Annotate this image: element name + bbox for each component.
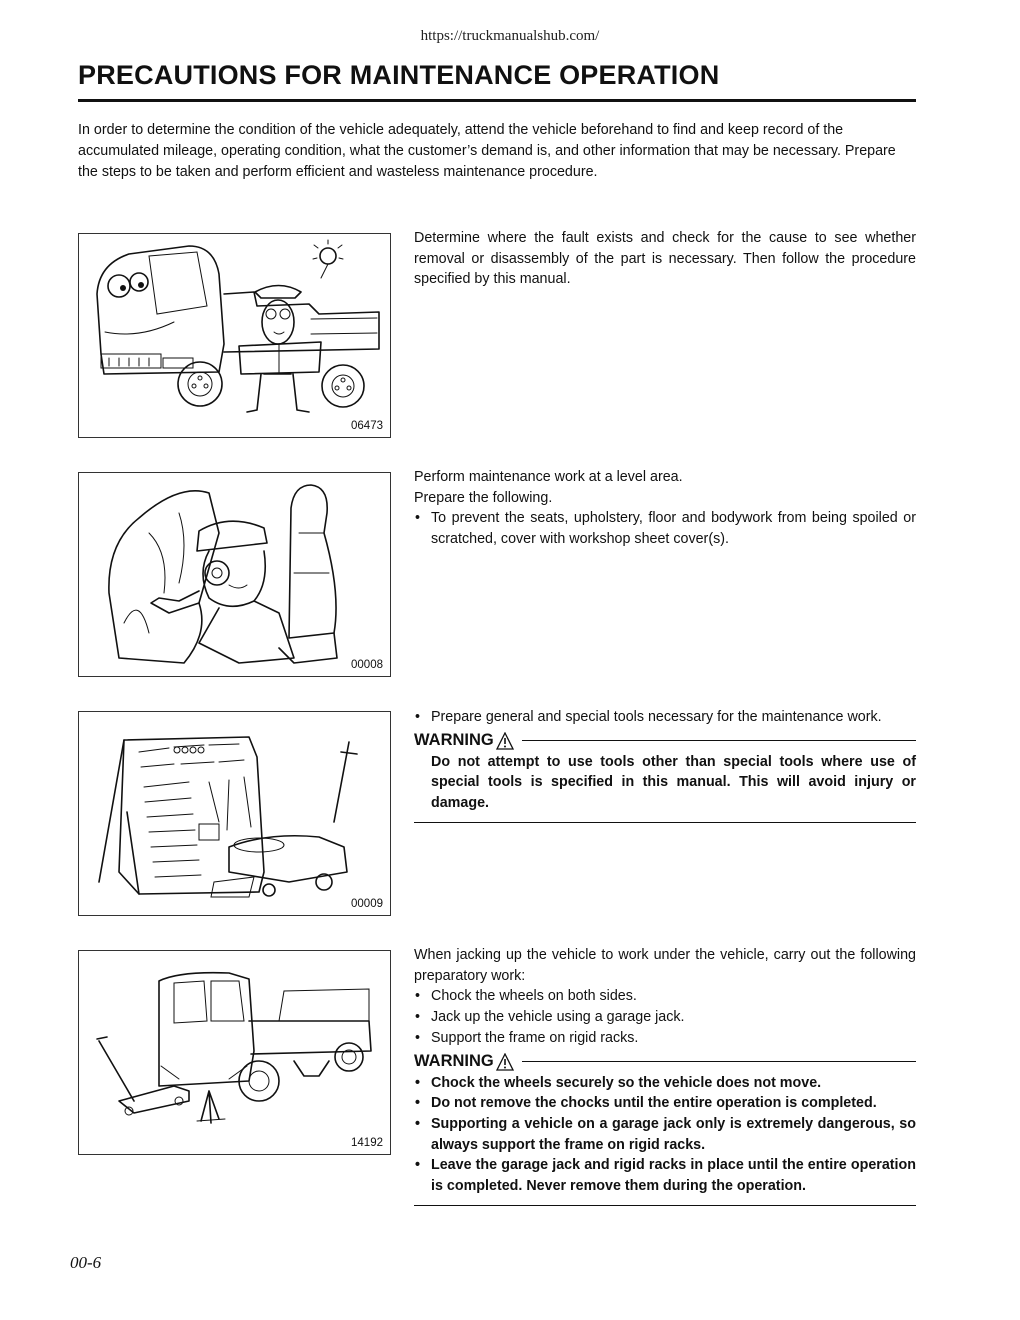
- warning-item-text: Supporting a vehicle on a garage jack only is extremely dangerous, so always support the frame on rigid racks.: [431, 1115, 916, 1153]
- section-2-text: [414, 467, 916, 550]
- warning-label: WARNING: [414, 731, 494, 750]
- figure-code: 14192: [351, 1137, 383, 1149]
- bullet-item: [414, 1028, 916, 1049]
- warning-label: WARNING: [414, 1052, 494, 1071]
- bullet-text: Prepare general and special tools necessary for the maintenance work.: [431, 709, 882, 725]
- bullet-marker: •: [415, 1115, 421, 1132]
- warning-end-rule: [414, 822, 916, 823]
- warning-end-rule: [414, 1205, 916, 1206]
- figure-tools: [78, 711, 391, 916]
- warning-item: [414, 1093, 916, 1114]
- bullet-marker: •: [415, 1029, 421, 1046]
- intro-paragraph: In order to determine the condition of the vehicle adequately, attend the vehicle beforehand to find and keep record of the accumulated mileage, operating condition, what the customer’s demand is, and other information that may be necessary. Prepare the steps to be taken and perform efficient and wasteless maintenance procedure.: [78, 122, 896, 180]
- page-number: 00-6: [70, 1253, 102, 1272]
- warning-rule: [522, 740, 916, 741]
- figure-jack-racks: [78, 950, 391, 1155]
- bullet-marker: •: [415, 510, 421, 527]
- section-3-text: [414, 707, 916, 823]
- figure-code: 00008: [351, 659, 383, 671]
- bullet-marker: •: [415, 709, 421, 725]
- bullet-item: [414, 1007, 916, 1028]
- section-1-text: [414, 228, 916, 290]
- source-url[interactable]: https://truckmanualshub.com/: [420, 28, 600, 44]
- warning-text: Do not attempt to use tools other than special tools where use of special tools is specified in this manual. This will avoid injury or damage.: [431, 753, 916, 812]
- bullet-text: Chock the wheels on both sides.: [431, 988, 637, 1005]
- bullet-text: Support the frame on rigid racks.: [431, 1029, 639, 1046]
- truck-on-garage-jack-and-rigid-racks-illustration: [79, 951, 390, 1154]
- paragraph: Determine where the fault exists and check for the cause to see whether removal or disassembly of the part is necessary. Then follow the procedure specified by this manual.: [414, 230, 916, 288]
- bullet-marker: •: [415, 1095, 421, 1112]
- figure-seat-cover: [78, 472, 391, 677]
- tool-board-and-garage-jack-illustration: [79, 712, 390, 915]
- figure-code: 06473: [351, 420, 383, 432]
- warning-heading: [414, 730, 916, 752]
- seat-cover-illustration: [79, 473, 390, 676]
- bullet-text: To prevent the seats, upholstery, floor and bodywork from being spoiled or scratched, cover with workshop sheet cover(s).: [431, 510, 916, 548]
- bullet-text: Jack up the vehicle using a garage jack.: [431, 1009, 685, 1026]
- warning-item-text: Leave the garage jack and rigid racks in place until the entire operation is completed. Never remove them during the operation.: [431, 1157, 916, 1195]
- figure-code: 00009: [351, 898, 383, 910]
- warning-item-text: Do not remove the chocks until the entire operation is completed.: [431, 1095, 877, 1112]
- warning-list: [414, 1073, 916, 1197]
- mechanic-reading-manual-at-truck-illustration: [79, 234, 390, 437]
- bullet-item: [414, 508, 916, 549]
- bullet-marker: •: [415, 1074, 421, 1091]
- section-4-text: [414, 945, 916, 1206]
- warning-heading: [414, 1051, 916, 1073]
- warning-item: [414, 1155, 916, 1196]
- bullet-marker: •: [415, 988, 421, 1005]
- bullet-item: [414, 707, 916, 728]
- bullet-marker: •: [415, 1009, 421, 1026]
- warning-item-text: Chock the wheels securely so the vehicle does not move.: [431, 1074, 822, 1091]
- bullet-marker: •: [415, 1157, 421, 1174]
- page-title: PRECAUTIONS FOR MAINTENANCE OPERATION: [78, 60, 916, 102]
- warning-rule: [522, 1061, 916, 1062]
- paragraph: When jacking up the vehicle to work under the vehicle, carry out the following preparatory work:: [414, 947, 916, 984]
- figure-mechanic-truck: [78, 233, 391, 438]
- warning-triangle-icon: [496, 1053, 514, 1071]
- warning-item: [414, 1114, 916, 1155]
- warning-triangle-icon: [496, 732, 514, 750]
- paragraph: Prepare the following.: [414, 489, 553, 506]
- warning-item: [414, 1073, 916, 1094]
- bullet-item: [414, 986, 916, 1007]
- paragraph: Perform maintenance work at a level area.: [414, 469, 683, 485]
